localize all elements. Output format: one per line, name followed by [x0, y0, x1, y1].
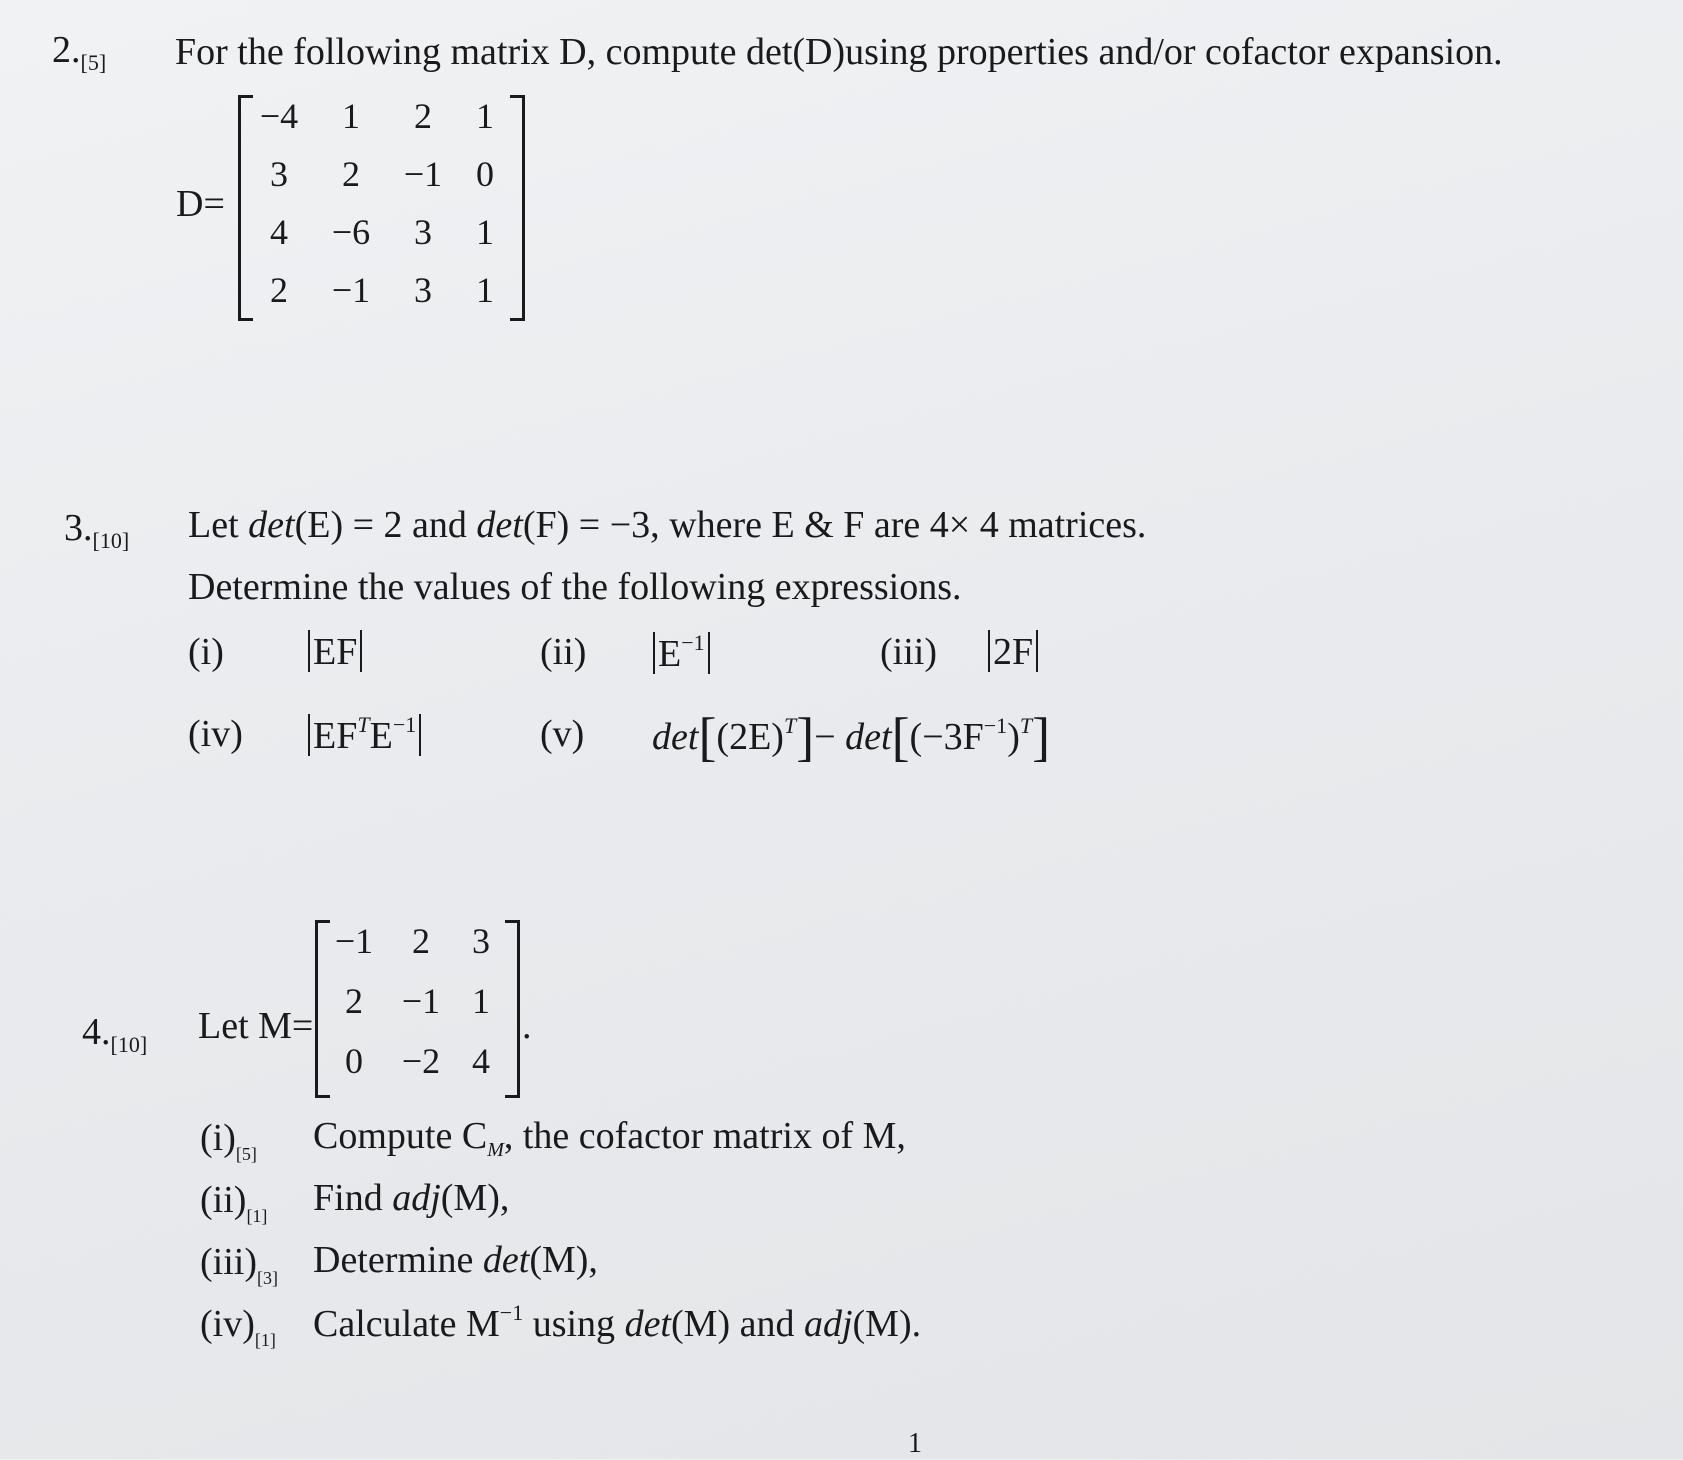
q3-i-expr: EF: [305, 630, 365, 674]
matrix-cell: 2: [412, 921, 430, 961]
matrix-cell: 2: [414, 96, 432, 136]
q2-prompt: For the following matrix D, compute det(D)using properties and/or cofactor expansion.: [175, 31, 1503, 73]
q3-iii-expr: 2F: [985, 630, 1041, 674]
matrix-cell: 3: [414, 212, 432, 252]
matrix-cell: 2: [342, 154, 360, 194]
matrix-cell: −1: [331, 270, 371, 310]
q3-ii-label: (ii): [540, 631, 587, 673]
q4-part-i-text: Compute $C_M$, the cofactor matrix of M,: [313, 1115, 906, 1161]
q2-matrix-D: [238, 95, 530, 325]
q4-part-ii-label: $(ii)_{[1]}$: [200, 1179, 268, 1226]
q4-part-iv-label: $(iv)_{[1]}$: [200, 1303, 276, 1350]
q4-part-iii-text: Determine det(M),: [313, 1239, 598, 1281]
matrix-cell: 0: [476, 154, 494, 194]
matrix-cell: 2: [270, 270, 288, 310]
matrix-cell: −1: [401, 981, 441, 1021]
q4-number: $4._{[10]}$: [82, 1011, 148, 1057]
q4-part-iii-label: $(iii)_{[3]}$: [200, 1241, 278, 1288]
q3-v-expr: $\det[(2E)^T]- \det[(-3F^{-1})^T]$: [652, 707, 1051, 767]
q3-v-label: (v): [540, 713, 585, 755]
q2-number: $2._{[5]}$: [52, 29, 107, 75]
matrix-cell: 3: [472, 921, 490, 961]
matrix-cell: 4: [472, 1041, 490, 1081]
q4-matrix-label: Let M=: [198, 1005, 314, 1047]
q3-ii-expr: $E^{-1}$: [650, 630, 713, 676]
matrix-cell: −4: [259, 96, 299, 136]
q2-matrix-label: D=: [176, 183, 225, 225]
matrix-cell: 1: [476, 212, 494, 252]
q3-i-label: (i): [188, 631, 224, 673]
q3-iv-expr: $EF^TE^{-1}$: [305, 712, 424, 758]
matrix-cell: −1: [403, 154, 443, 194]
matrix-cell: 3: [414, 270, 432, 310]
matrix-cell: −6: [331, 212, 371, 252]
q3-number: $3._{[10]}$: [64, 507, 130, 553]
matrix-cell: 3: [270, 154, 288, 194]
matrix-cell: 4: [270, 212, 288, 252]
matrix-cell: −2: [401, 1041, 441, 1081]
q3-iii-label: (iii): [880, 631, 937, 673]
matrix-cell: 2: [345, 981, 363, 1021]
q4-period: .: [522, 1005, 532, 1047]
q4-part-i-label: $(i)_{[5]}$: [200, 1117, 257, 1164]
matrix-cell: −1: [334, 921, 374, 961]
matrix-cell: 0: [345, 1041, 363, 1081]
matrix-cell: 1: [472, 981, 490, 1021]
page-number: 1: [908, 1428, 922, 1459]
matrix-cell: 1: [476, 96, 494, 136]
matrix-cell: 1: [342, 96, 360, 136]
q3-line2: Determine the values of the following expressions.: [188, 566, 962, 608]
q3-line1: Let det(E) = 2 and det(F) = −3, where E & F are 4× 4 matrices.: [188, 504, 1147, 546]
q4-matrix-M: [315, 920, 525, 1100]
q4-part-ii-text: Find adj(M),: [313, 1177, 510, 1219]
matrix-cell: 1: [476, 270, 494, 310]
q4-part-iv-text: Calculate $M^{-1}$ using det(M) and adj(M).: [313, 1300, 922, 1345]
q3-iv-label: (iv): [188, 713, 243, 755]
